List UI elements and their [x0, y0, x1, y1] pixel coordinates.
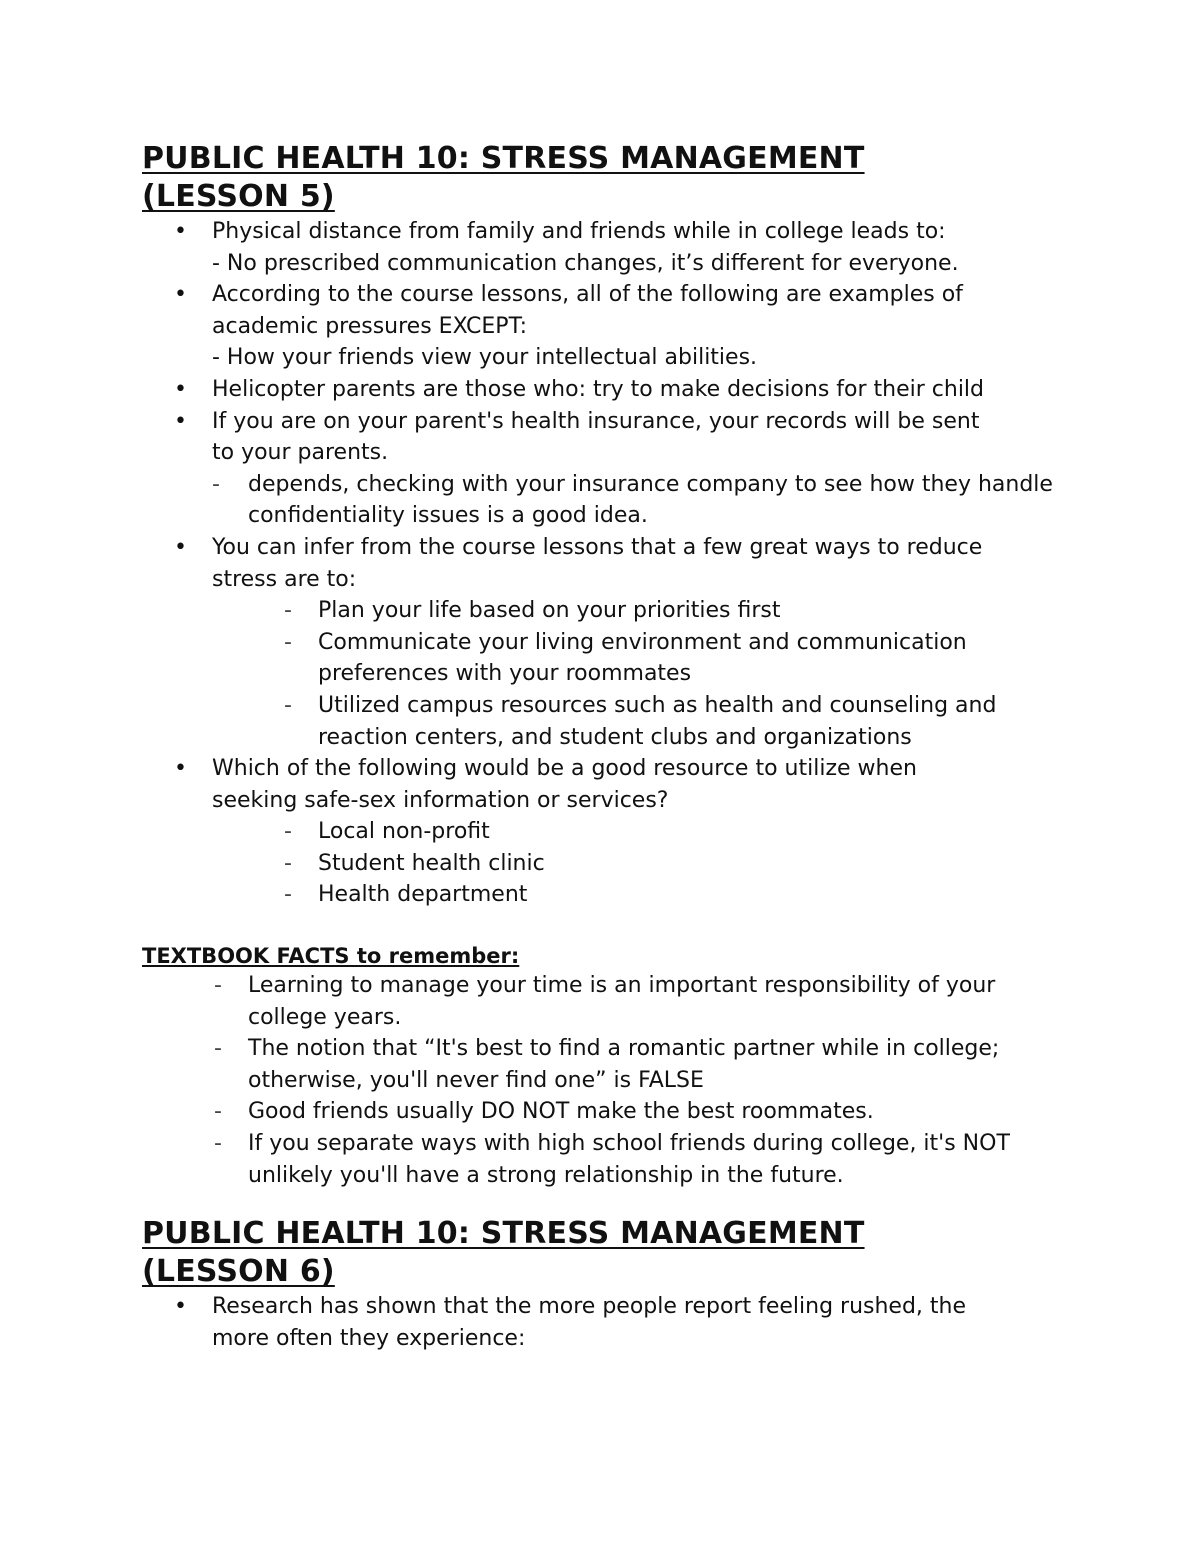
- sub-list-item: - Health department: [212, 879, 1062, 911]
- sub-list-item: - Utilized campus resources such as health and counseling and reaction centers, and student clubs and organizations: [212, 690, 1062, 753]
- lesson-6-bullet-list: [142, 1291, 1062, 1354]
- dash-icon: -: [284, 598, 292, 624]
- lesson-6-section: [142, 1215, 1062, 1354]
- bullet-icon: •: [174, 408, 187, 434]
- dash-icon: -: [284, 692, 292, 718]
- section-title-lesson-5: PUBLIC HEALTH 10: STRESS MANAGEMENT (LESSON 5): [142, 141, 865, 214]
- fact-item: - Good friends usually DO NOT make the best roommates.: [142, 1096, 1062, 1128]
- bullet-icon: •: [174, 1294, 187, 1320]
- list-item: • If you are on your parent's health insurance, your records will be sent to your parents. - depends, checking with your insurance company to see how they handle confidentiality issues is a good idea.: [142, 406, 1062, 532]
- bullet-icon: •: [174, 756, 187, 782]
- dash-icon: -: [284, 882, 292, 908]
- dash-icon: -: [284, 850, 292, 876]
- list-item: • Which of the following would be a good resource to utilize when seeking safe-sex information or services? - Local non-profit - Student health clinic - Health department: [142, 753, 1062, 911]
- list-item: • Physical distance from family and friends while in college leads to: - No prescribed communication changes, it’s different for everyone.: [142, 216, 1062, 279]
- textbook-facts-title: TEXTBOOK FACTS to remember:: [142, 944, 520, 969]
- dash-icon: -: [284, 629, 292, 655]
- dash-icon: -: [212, 471, 220, 497]
- list-item: • You can infer from the course lessons that a few great ways to reduce stress are to: - Plan your life based on your priorities first - Communicate your living environment and communication preferences with your roommates - Utilized campus resources such as health and counseling and reaction centers, and student clubs and organizations: [142, 532, 1062, 753]
- dash-icon: -: [214, 973, 222, 999]
- document-page: [142, 140, 1062, 1354]
- dash-icon: -: [214, 1036, 222, 1062]
- sub-list: [212, 469, 1062, 532]
- bullet-icon: •: [174, 219, 187, 244]
- fact-item: - The notion that “It's best to find a romantic partner while in college; otherwise, you'll never find one” is FALSE: [142, 1033, 1062, 1096]
- list-item: • Research has shown that the more people report feeling rushed, the more often they experience:: [142, 1291, 1062, 1354]
- sub-list: [212, 816, 1062, 911]
- sub-list-item: - depends, checking with your insurance company to see how they handle confidentiality issues is a good idea.: [212, 469, 1062, 532]
- list-item: • Helicopter parents are those who: try to make decisions for their child: [142, 374, 1062, 406]
- dash-icon: -: [284, 819, 292, 845]
- sub-list-item: - Communicate your living environment and communication preferences with your roommates: [212, 627, 1062, 690]
- bullet-icon: •: [174, 534, 187, 560]
- textbook-facts-list: [142, 970, 1062, 1191]
- dash-icon: -: [214, 1131, 222, 1157]
- fact-item: - Learning to manage your time is an important responsibility of your college years.: [142, 970, 1062, 1033]
- section-title-lesson-6: PUBLIC HEALTH 10: STRESS MANAGEMENT (LESSON 6): [142, 1216, 865, 1290]
- dash-icon: -: [214, 1099, 222, 1125]
- lesson-5-bullet-list: [142, 216, 1062, 911]
- sub-list-item: - Student health clinic: [212, 848, 1062, 880]
- sub-list-item: - Plan your life based on your priorities first: [212, 595, 1062, 627]
- bullet-icon: •: [174, 376, 187, 402]
- fact-item: - If you separate ways with high school friends during college, it's NOT unlikely you'll have a strong relationship in the future.: [142, 1128, 1062, 1191]
- sub-list-item: - Local non-profit: [212, 816, 1062, 848]
- list-item: • According to the course lessons, all of the following are examples of academic pressures EXCEPT: - How your friends view your intellectual abilities.: [142, 279, 1062, 374]
- bullet-icon: •: [174, 282, 187, 308]
- sub-list: [212, 595, 1062, 753]
